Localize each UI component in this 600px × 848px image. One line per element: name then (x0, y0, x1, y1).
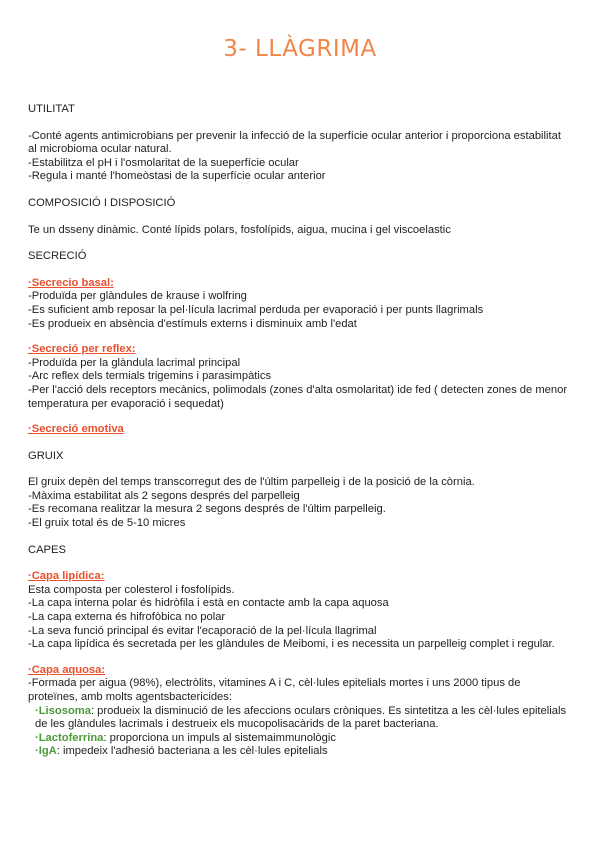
subheading-secrecio-reflex: ·Secreció per reflex: (28, 343, 136, 356)
term-iga: ·IgA (35, 745, 57, 758)
aquosa-item (28, 705, 570, 732)
aquosa-item (28, 732, 570, 746)
term-desc: : proporciona un impuls al sistemaimmunològic (103, 731, 336, 744)
subheading-secrecio-basal: ·Secrecio basal: (28, 276, 114, 289)
page-title: 3- LLÀGRIMA (223, 36, 377, 62)
section-heading-secrecio: SECRECIÓ (28, 250, 87, 263)
subheading-capa-aquosa: ·Capa aquosa: (28, 663, 106, 676)
composicio-text: Te un dsseny dinàmic. Conté lípids polars, fosfolípids, aigua, mucina i gel viscoelastic (28, 223, 451, 236)
basal-line: -Es produeix en absència d'estímuls externs i disminuix amb l'edat (28, 317, 357, 330)
lipidica-line: -La capa lipídica és secretada per les glàndules de Meibomi, i es necessita un parpelleig complet i regular. (28, 638, 555, 651)
subheading-capa-lipidica: ·Capa lipídica: (28, 570, 105, 583)
term-desc: : produeix la disminució de les afeccions oculars cròniques. Es sintetitza a les cèl·lules epitelials de les glàndules lacrimals i destrueix els mucopolisacàrids de la paret bacteriana. (35, 704, 570, 731)
utilitat-line: -Regula i manté l'homeòstasi de la superfície ocular anterior (28, 170, 326, 183)
aquosa-item (28, 745, 570, 759)
basal-line: -Produïda per glàndules de krause i wolfring (28, 290, 247, 303)
document-body (28, 103, 570, 759)
aquosa-intro: -Formada per aigua (98%), electròlits, vitamines A i C, cèl·lules epitelials mortes i uns 2000 tipus de proteïnes, amb molts agentsbactericides: (28, 677, 524, 703)
basal-line: -Es suficient amb reposar la pel·lícula lacrimal perduda per evaporació i per punts llagrimals (28, 303, 484, 316)
utilitat-line: -Estabilitza el pH i l'osmolaritat de la sueperfície ocular (28, 156, 299, 169)
subheading-secrecio-emotiva: ·Secreció emotiva (28, 423, 124, 436)
gruix-line: -El gruix total és de 5-10 micres (28, 517, 186, 530)
lipidica-line: Esta composta per colesterol i fosfolípids. (28, 583, 235, 596)
gruix-line: El gruix depèn del temps transcorregut des de l'últim parpelleig i de la posició de la còrnia. (28, 476, 475, 489)
section-heading-utilitat: UTILITAT (28, 103, 75, 115)
lipidica-line: -La capa externa és hifrofòbica no polar (28, 611, 226, 624)
section-heading-gruix: GRUIX (28, 449, 64, 462)
section-heading-composicio: COMPOSICIÓ I DISPOSICIÓ (28, 196, 176, 209)
term-lactoferrina: ·Lactoferrina (35, 731, 104, 744)
lipidica-line: -La capa interna polar és hidròfila i està en contacte amb la capa aquosa (28, 597, 389, 610)
reflex-line: -Per l'acció dels receptors mecànics, polimodals (zones d'alta osmolaritat) ide fed ( detecten zones de menor temperatura per evaporació i sequedat) (28, 383, 571, 410)
reflex-line: -Arc reflex dels termials trigemins i parasimpàtics (28, 370, 272, 383)
utilitat-line: -Conté agents antimicrobians per prevenir la infecció de la superfície ocular anterior i proporciona estabilitat al microbioma ocular natural. (28, 129, 565, 156)
term-desc: : impedeix l'adhesió bacteriana a les cèl·lules epitelials (56, 745, 328, 758)
gruix-line: -Màxima estabilitat als 2 segons després del parpelleig (28, 489, 300, 502)
term-lisosoma: ·Lisosoma (35, 704, 91, 717)
section-heading-capes: CAPES (28, 543, 66, 556)
lipidica-line: -La seva funció principal és evitar l'ecaporació de la pel·lícula llagrimal (28, 624, 377, 637)
gruix-line: -Es recomana realitzar la mesura 2 segons després de l'últim parpelleig. (28, 503, 386, 516)
reflex-line: -Produïda per la glàndula lacrimal principal (28, 356, 241, 369)
